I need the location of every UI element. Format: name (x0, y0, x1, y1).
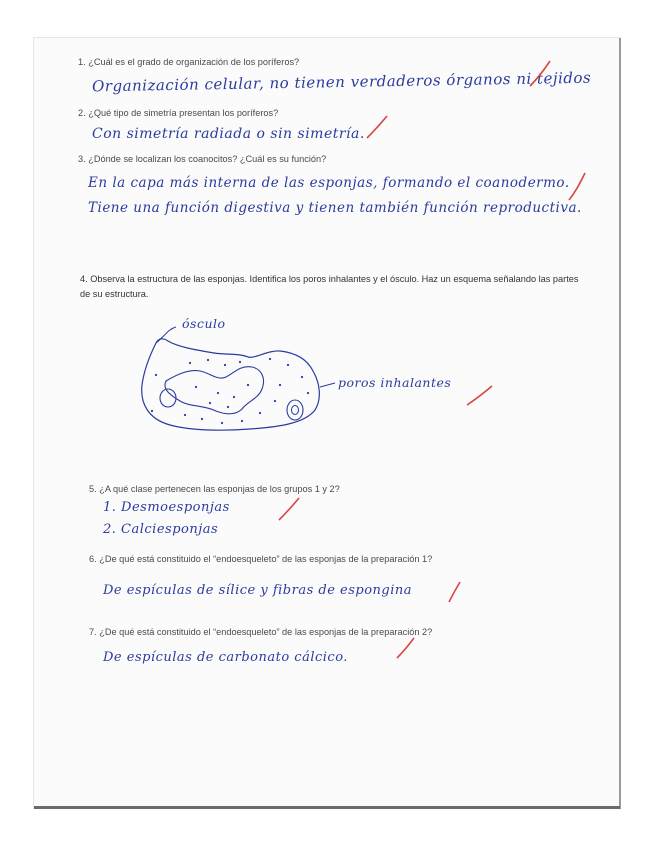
label-osculo: ósculo (182, 316, 226, 331)
page-edge-bottom (34, 806, 620, 809)
answer-3-line-1: En la capa más interna de las esponjas, formando el coanodermo. (88, 175, 570, 191)
question-4-prompt: 4. Observa la estructura de las esponjas. Identifica los poros inhalantes y el ósculo. Haz un esquema señalando las partes de su estructura. (80, 274, 579, 299)
check-mark-2 (365, 114, 391, 142)
check-mark-4 (465, 383, 495, 409)
answer-5-line-2: 2. Calciesponjas (103, 522, 219, 537)
question-5-prompt: 5. ¿A qué clase pertenecen las esponjas de los grupos 1 y 2? (89, 484, 340, 494)
check-mark-7 (395, 636, 417, 662)
sponge-inner-cavity (165, 367, 264, 414)
answer-1-line-1: Organización celular, no tienen verdaderos órganos ni tejidos (91, 68, 592, 96)
question-7-prompt: 7. ¿De qué está constituido el “endoesqueleto” de las esponjas de la preparación 2? (89, 627, 433, 637)
check-mark-3 (567, 170, 589, 204)
question-2-prompt: 2. ¿Qué tipo de simetría presentan los poríferos? (78, 108, 279, 118)
page-edge-right (619, 38, 621, 809)
answer-5-line-1: 1. Desmoesponjas (103, 500, 230, 515)
answer-7-line-1: De espículas de carbonato cálcico. (103, 650, 348, 665)
question-3-prompt: 3. ¿Dónde se localizan los coanocitos? ¿Cuál es su función? (78, 154, 327, 164)
poros-pointer (320, 383, 335, 387)
opening-right (287, 400, 303, 420)
check-mark-1 (528, 58, 554, 90)
check-mark-5 (277, 496, 303, 524)
answer-3-line-2: Tiene una función digestiva y tienen también función reproductiva. (88, 200, 582, 216)
check-mark-6 (447, 580, 463, 606)
label-poros-inhalantes: poros inhalantes (338, 375, 452, 390)
answer-6-line-1: De espículas de sílice y fibras de espongina (103, 583, 413, 598)
question-1-prompt: 1. ¿Cuál es el grado de organización de los poríferos? (78, 57, 300, 67)
answer-2-line-1: Con simetría radiada o sin simetría. (92, 126, 365, 142)
osculo-pointer (156, 327, 176, 343)
question-6-prompt: 6. ¿De qué está constituido el “endoesqueleto” de las esponjas de la preparación 1? (89, 554, 433, 564)
sponge-outline (142, 339, 320, 430)
